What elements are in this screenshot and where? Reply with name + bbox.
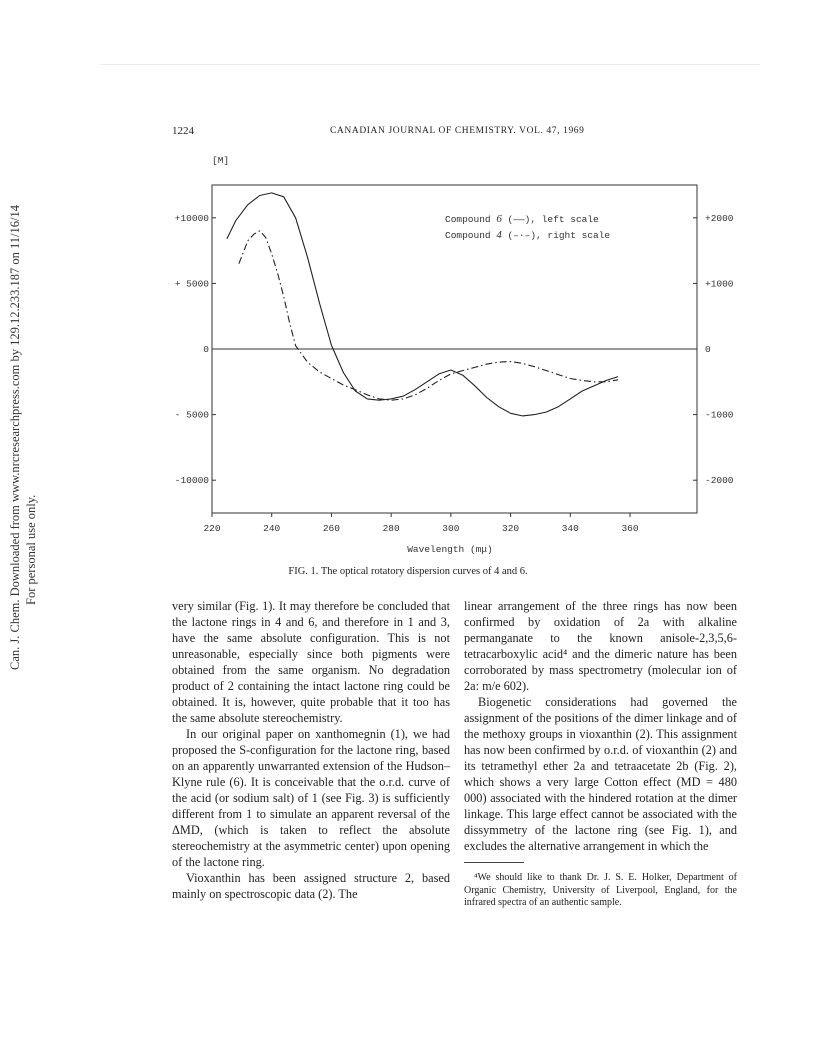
- x-tick-label: 280: [382, 523, 400, 534]
- legend-symbol: (——),: [501, 214, 542, 225]
- right-tick-label: -1000: [705, 409, 734, 421]
- watermark-line-2: For personal use only.: [24, 494, 38, 605]
- left-tick-label: -10000: [174, 475, 209, 487]
- left-tick-label: - 5000: [174, 409, 209, 421]
- x-axis-label: Wavelength (mμ): [407, 544, 493, 555]
- x-tick-label: 220: [203, 523, 221, 534]
- legend: [445, 213, 610, 241]
- y-unit-label: [M]: [212, 155, 230, 166]
- left-axis: [175, 213, 216, 486]
- figure-caption: FIG. 1. The optical rotatory dispersion curves of 4 and 6.: [288, 566, 528, 577]
- series-compound-4-line: [239, 231, 618, 400]
- left-tick-label: + 5000: [174, 278, 209, 290]
- series-group: [227, 193, 618, 416]
- ord-chart: [150, 145, 750, 555]
- legend-compound-number: 6: [496, 213, 502, 225]
- right-tick-label: +2000: [705, 212, 734, 224]
- legend-prefix: Compound: [445, 214, 497, 225]
- x-tick-label: 240: [263, 523, 281, 534]
- paragraph: very similar (Fig. 1). It may therefore be concluded that the lactone rings in 4 and 6, and therefore in 1 and 3, have the same absolute configuration. This is not unreasonable, especially since both pigments were obtained from the same organism. No degradation product of 2 containing the intact lactone ring could be obtained. It is, however, quite probable that it too has the same absolute stereochemistry.: [172, 599, 450, 725]
- left-tick-label: 0: [203, 344, 209, 355]
- right-tick-label: 0: [705, 344, 711, 355]
- body-column-right: [464, 598, 737, 854]
- paragraph: Biogenetic considerations had governed the assignment of the positions of the dimer linkage and of the methoxy groups in vioxanthin (2). This assignment has now been confirmed by o.r.d. of vioxanthin (2) and its tetramethyl ether 2a and tetraacetate 2b (Fig. 2), which shows a very large Cotton effect (MD = 480 000) associated with the hindered rotation at the dimer linkage. This large effect cannot be associated with the dissymmetry of the lactone ring (see Fig. 1), and excludes the alternative arrangement in which the: [464, 695, 737, 853]
- legend-entry: [445, 213, 599, 225]
- right-tick-label: -2000: [705, 475, 734, 487]
- x-tick-label: 300: [442, 523, 460, 534]
- paragraph: In our original paper on xanthomegnin (1), we had proposed the S-configuration for the lactone ring, based on an apparently unwarranted extension of the Hudson–Klyne rule (6). It is conceivable that the o.r.d. curve of the acid (or sodium salt) of 1 (see Fig. 3) is sufficiently different from 1 to simulate an apparent reversal of the ΔMD, (which is taken to reflect the absolute stereochemistry at the asymmetric center) upon opening of the lactone ring.: [172, 727, 450, 869]
- x-tick-label: 260: [322, 523, 340, 534]
- x-tick-label: 340: [561, 523, 579, 534]
- paragraph: linear arrangement of the three rings has now been confirmed by oxidation of 2a with alkaline permanganate to the known anisole-2,3,5,6-tetracarboxylic acid⁴ and the dimeric nature has been corroborated by mass spectrometry (molecular ion of 2a: m/e 602).: [464, 599, 737, 693]
- footnote: [464, 872, 737, 910]
- legend-entry: [445, 229, 610, 241]
- footnote-text: ⁴We should like to thank Dr. J. S. E. Holker, Department of Organic Chemistry, University of Liverpool, England, for the infrared spectra of an authentic sample.: [464, 872, 737, 908]
- page-number: 1224: [172, 125, 194, 137]
- legend-scale: left scale: [541, 214, 599, 225]
- legend-symbol: (–·–),: [501, 230, 548, 241]
- legend-scale: right scale: [547, 230, 611, 241]
- legend-prefix: Compound: [445, 230, 497, 241]
- download-watermark: [4, 205, 44, 670]
- right-tick-label: +1000: [705, 278, 734, 290]
- x-axis: [203, 513, 638, 534]
- footnote-rule: [464, 862, 524, 863]
- right-axis: [693, 213, 734, 486]
- scan-artifact-line: [100, 64, 760, 65]
- left-tick-label: +10000: [174, 212, 209, 224]
- watermark-line-1: Can. J. Chem. Downloaded from www.nrcresearchpress.com by 129.12.233.187 on 11/16/14: [8, 205, 22, 670]
- body-column-left: [172, 598, 450, 902]
- running-head: CANADIAN JOURNAL OF CHEMISTRY. VOL. 47, 1969: [330, 126, 585, 136]
- x-tick-label: 320: [502, 523, 520, 534]
- legend-compound-number: 4: [496, 229, 502, 241]
- paragraph: Vioxanthin has been assigned structure 2, based mainly on spectroscopic data (2). The: [172, 871, 450, 901]
- x-tick-label: 360: [621, 523, 639, 534]
